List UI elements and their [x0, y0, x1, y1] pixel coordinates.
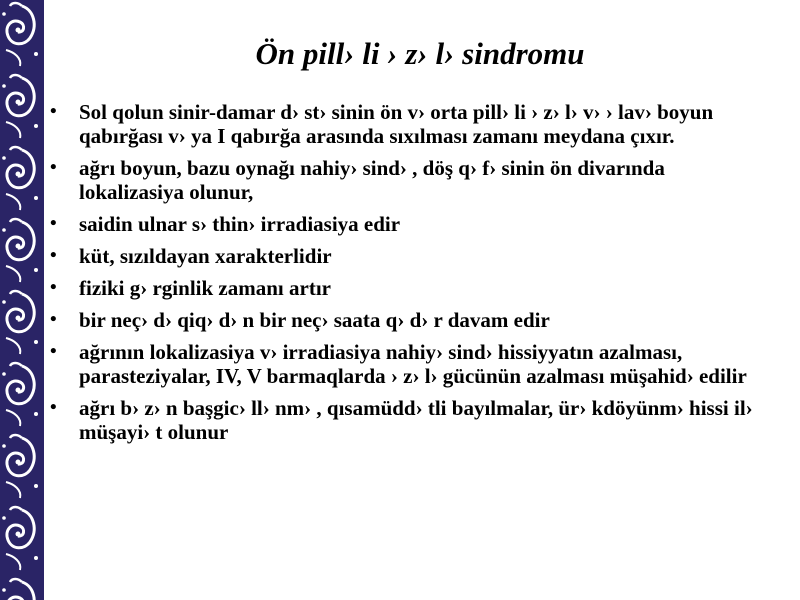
bullet-icon: •	[50, 245, 57, 266]
paisley-pattern	[2, 3, 38, 600]
list-item-text: bir neç› d› qiq› d› n bir neç› saata q› d› r davam edir	[79, 308, 550, 332]
bullet-list	[48, 100, 760, 452]
list-item-text: ağrının lokalizasiya v› irradiasiya nahiy› sind› hissiyyatın azalması, parasteziyalar, IV, V barmaqlarda › z› l› gücünün azalması müşahid› edilir	[79, 340, 747, 388]
bullet-icon: •	[50, 101, 57, 122]
bullet-icon: •	[50, 157, 57, 178]
list-item-text: küt, sızıldayan xarakterlidir	[79, 244, 332, 268]
list-item	[48, 244, 760, 268]
list-item-text: fiziki g› rginlik zamanı artır	[79, 276, 331, 300]
list-item	[48, 396, 760, 444]
list-item-text: ağrı boyun, bazu oynağı nahiy› sind› , döş q› f› sinin ön divarında lokalizasiya olunur,	[79, 156, 665, 204]
paisley-border	[0, 0, 44, 600]
list-item	[48, 308, 760, 332]
bullet-icon: •	[50, 341, 57, 362]
list-item	[48, 276, 760, 300]
list-item	[48, 100, 760, 148]
list-item	[48, 212, 760, 236]
bullet-icon: •	[50, 277, 57, 298]
slide-title: Ön pill› li › z› l› sindromu	[255, 36, 585, 71]
bullet-icon: •	[50, 309, 57, 330]
list-item-text: Sol qolun sinir-damar d› st› sinin ön v› orta pill› li › z› l› v› › lav› boyun qabırğası v› ya I qabırğa arasında sıxılması zamanı meydana çıxır.	[79, 100, 714, 148]
list-item-text: ağrı b› z› n başgic› ll› nm› , qısamüdd› tli bayılmalar, ür› kdöyünm› hissi il› müşayi› t olunur	[79, 396, 753, 444]
bullet-icon: •	[50, 397, 57, 418]
bullet-icon: •	[50, 213, 57, 234]
list-item	[48, 156, 760, 204]
list-item-text: saidin ulnar s› thin› irradiasiya edir	[79, 212, 401, 236]
list-item	[48, 340, 760, 388]
